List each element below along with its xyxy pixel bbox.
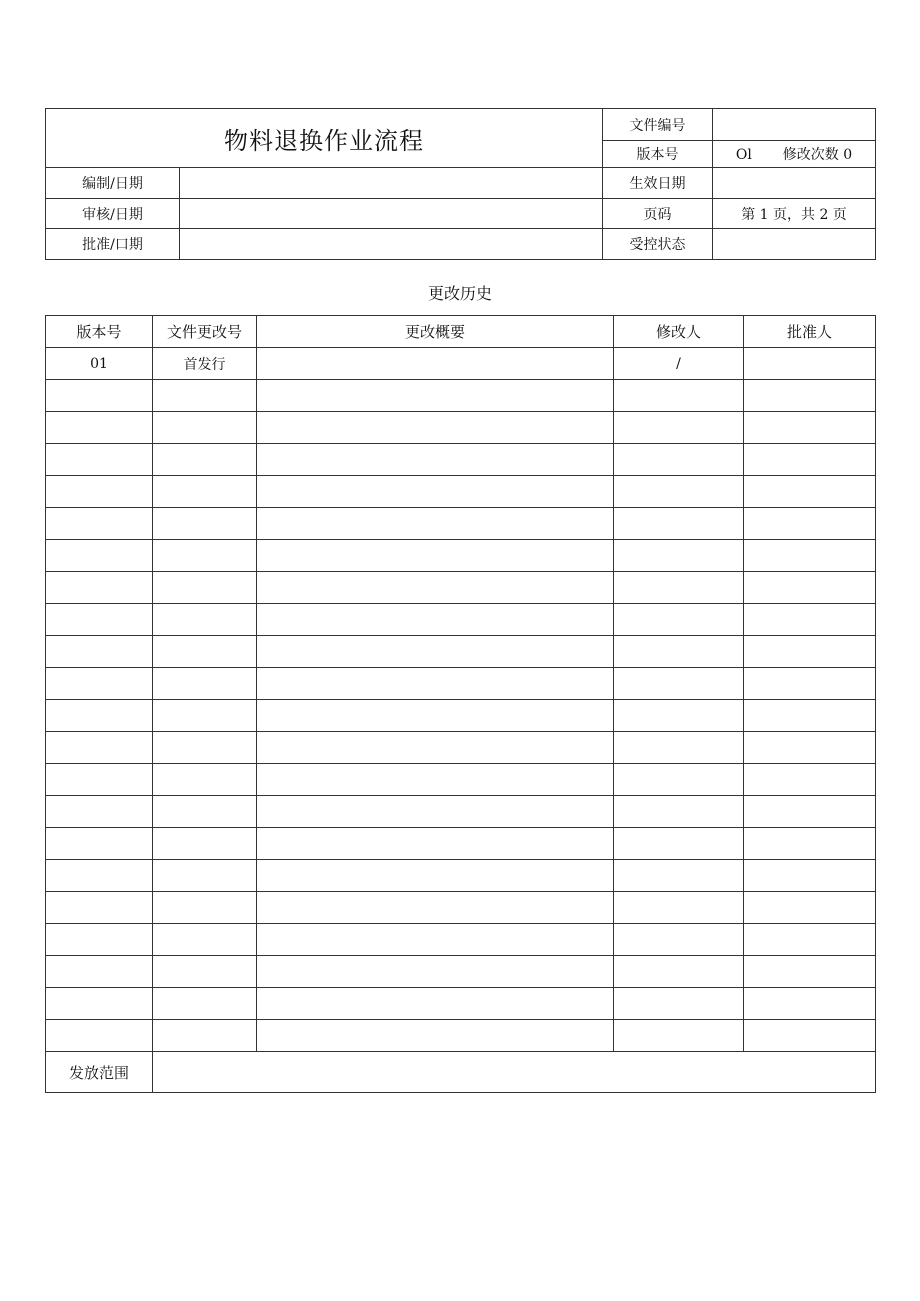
change-no-cell xyxy=(153,476,257,508)
summary-cell xyxy=(257,540,614,572)
change-no-cell xyxy=(153,508,257,540)
table-row xyxy=(46,444,876,476)
table-row xyxy=(46,924,876,956)
distribution-row xyxy=(46,1052,876,1093)
change-no-cell xyxy=(153,700,257,732)
distribution-value xyxy=(153,1052,876,1093)
modifier-cell xyxy=(614,1020,744,1052)
version-cell xyxy=(46,1020,153,1052)
table-row xyxy=(46,380,876,412)
summary-cell xyxy=(257,604,614,636)
history-header-row xyxy=(46,316,876,348)
version-label: 版本号 xyxy=(603,141,713,168)
version-cell xyxy=(46,796,153,828)
table-row xyxy=(46,540,876,572)
modifier-cell xyxy=(614,444,744,476)
approved-value xyxy=(180,229,603,260)
modifier-cell: / xyxy=(614,348,744,380)
version-cell xyxy=(46,572,153,604)
approver-cell xyxy=(744,732,876,764)
table-row xyxy=(46,796,876,828)
approver-cell xyxy=(744,572,876,604)
version-cell xyxy=(46,764,153,796)
change-no-cell xyxy=(153,668,257,700)
change-no-cell xyxy=(153,540,257,572)
version-cell xyxy=(46,540,153,572)
change-no-cell xyxy=(153,636,257,668)
change-no-cell xyxy=(153,988,257,1020)
version-revision-cell xyxy=(713,141,876,168)
modifier-cell xyxy=(614,764,744,796)
change-no-cell xyxy=(153,892,257,924)
prepared-value xyxy=(180,168,603,199)
change-no-cell xyxy=(153,764,257,796)
table-row xyxy=(46,572,876,604)
table-row xyxy=(46,988,876,1020)
col-header-change-no: 文件更改号 xyxy=(153,316,257,348)
table-row xyxy=(46,1020,876,1052)
version-cell xyxy=(46,380,153,412)
modifier-cell xyxy=(614,860,744,892)
approver-cell xyxy=(744,604,876,636)
approver-cell xyxy=(744,796,876,828)
doc-no-value xyxy=(713,109,876,141)
modifier-cell xyxy=(614,796,744,828)
effective-date-label: 生效日期 xyxy=(603,168,713,199)
approver-cell xyxy=(744,540,876,572)
version-cell xyxy=(46,732,153,764)
version-cell xyxy=(46,860,153,892)
distribution-label: 发放范围 xyxy=(46,1052,153,1093)
version-cell xyxy=(46,988,153,1020)
change-no-cell xyxy=(153,860,257,892)
approver-cell xyxy=(744,764,876,796)
summary-cell xyxy=(257,476,614,508)
approver-cell xyxy=(744,636,876,668)
modifier-cell xyxy=(614,572,744,604)
change-no-cell xyxy=(153,604,257,636)
version-cell xyxy=(46,828,153,860)
modifier-cell xyxy=(614,412,744,444)
summary-cell xyxy=(257,508,614,540)
summary-cell xyxy=(257,668,614,700)
modifier-cell xyxy=(614,636,744,668)
change-no-cell xyxy=(153,796,257,828)
modifier-cell xyxy=(614,892,744,924)
version-cell xyxy=(46,412,153,444)
version-cell xyxy=(46,668,153,700)
table-row xyxy=(46,828,876,860)
approver-cell xyxy=(744,348,876,380)
approver-cell xyxy=(744,412,876,444)
change-no-cell xyxy=(153,956,257,988)
revision-value: 0 xyxy=(843,147,853,163)
approver-cell xyxy=(744,956,876,988)
change-no-cell xyxy=(153,572,257,604)
approver-cell xyxy=(744,988,876,1020)
change-no-cell xyxy=(153,828,257,860)
change-no-cell: 首发行 xyxy=(153,348,257,380)
table-row xyxy=(46,700,876,732)
version-cell xyxy=(46,892,153,924)
page-value: 第 1 页，共 2 页 xyxy=(713,199,876,229)
modifier-cell xyxy=(614,700,744,732)
version-cell xyxy=(46,700,153,732)
approver-cell xyxy=(744,476,876,508)
version-cell xyxy=(46,924,153,956)
table-row xyxy=(46,732,876,764)
version-cell xyxy=(46,508,153,540)
summary-cell xyxy=(257,572,614,604)
summary-cell xyxy=(257,860,614,892)
modifier-cell xyxy=(614,988,744,1020)
table-row xyxy=(46,668,876,700)
col-header-summary: 更改概要 xyxy=(257,316,614,348)
approver-cell xyxy=(744,508,876,540)
version-cell xyxy=(46,444,153,476)
document-header-table xyxy=(45,108,876,260)
summary-cell xyxy=(257,412,614,444)
approver-cell xyxy=(744,668,876,700)
col-header-modifier: 修改人 xyxy=(614,316,744,348)
col-header-approver: 批准人 xyxy=(744,316,876,348)
change-history-title: 更改历史 xyxy=(427,284,492,303)
change-no-cell xyxy=(153,412,257,444)
change-no-cell xyxy=(153,924,257,956)
table-row xyxy=(46,348,876,380)
modifier-cell xyxy=(614,668,744,700)
col-header-version: 版本号 xyxy=(46,316,153,348)
modifier-cell xyxy=(614,956,744,988)
summary-cell xyxy=(257,380,614,412)
prepared-label: 编制/日期 xyxy=(46,168,180,199)
approver-cell xyxy=(744,444,876,476)
approver-cell xyxy=(744,1020,876,1052)
table-row xyxy=(46,604,876,636)
effective-date-value xyxy=(713,168,876,199)
version-value: Ol xyxy=(735,147,752,163)
approver-cell xyxy=(744,380,876,412)
version-cell xyxy=(46,956,153,988)
summary-cell xyxy=(257,956,614,988)
summary-cell xyxy=(257,1020,614,1052)
control-status-value xyxy=(713,229,876,260)
page-label: 页码 xyxy=(603,199,713,229)
change-no-cell xyxy=(153,732,257,764)
table-row xyxy=(46,412,876,444)
version-cell xyxy=(46,604,153,636)
approver-cell xyxy=(744,924,876,956)
modifier-cell xyxy=(614,732,744,764)
modifier-cell xyxy=(614,380,744,412)
summary-cell xyxy=(257,796,614,828)
version-cell: 01 xyxy=(46,348,153,380)
summary-cell xyxy=(257,732,614,764)
change-history-table xyxy=(45,315,876,1093)
modifier-cell xyxy=(614,828,744,860)
table-row xyxy=(46,956,876,988)
summary-cell xyxy=(257,700,614,732)
change-no-cell xyxy=(153,444,257,476)
approver-cell xyxy=(744,860,876,892)
modifier-cell xyxy=(614,540,744,572)
table-row xyxy=(46,860,876,892)
table-row xyxy=(46,636,876,668)
change-no-cell xyxy=(153,380,257,412)
document-title: 物料退换作业流程 xyxy=(46,109,603,168)
change-no-cell xyxy=(153,1020,257,1052)
approved-label: 批准/口期 xyxy=(46,229,180,260)
approver-cell xyxy=(744,892,876,924)
reviewed-value xyxy=(180,199,603,229)
summary-cell xyxy=(257,764,614,796)
version-cell xyxy=(46,476,153,508)
summary-cell xyxy=(257,988,614,1020)
summary-cell xyxy=(257,828,614,860)
version-cell xyxy=(46,636,153,668)
table-row xyxy=(46,476,876,508)
summary-cell xyxy=(257,636,614,668)
doc-no-label: 文件编号 xyxy=(603,109,713,141)
summary-cell xyxy=(257,924,614,956)
summary-cell xyxy=(257,892,614,924)
revision-label: 修改次数 xyxy=(782,147,839,163)
table-row xyxy=(46,508,876,540)
table-row xyxy=(46,892,876,924)
modifier-cell xyxy=(614,604,744,636)
modifier-cell xyxy=(614,476,744,508)
summary-cell xyxy=(257,348,614,380)
reviewed-label: 审核/日期 xyxy=(46,199,180,229)
modifier-cell xyxy=(614,508,744,540)
approver-cell xyxy=(744,828,876,860)
control-status-label: 受控状态 xyxy=(603,229,713,260)
modifier-cell xyxy=(614,924,744,956)
table-row xyxy=(46,764,876,796)
approver-cell xyxy=(744,700,876,732)
summary-cell xyxy=(257,444,614,476)
